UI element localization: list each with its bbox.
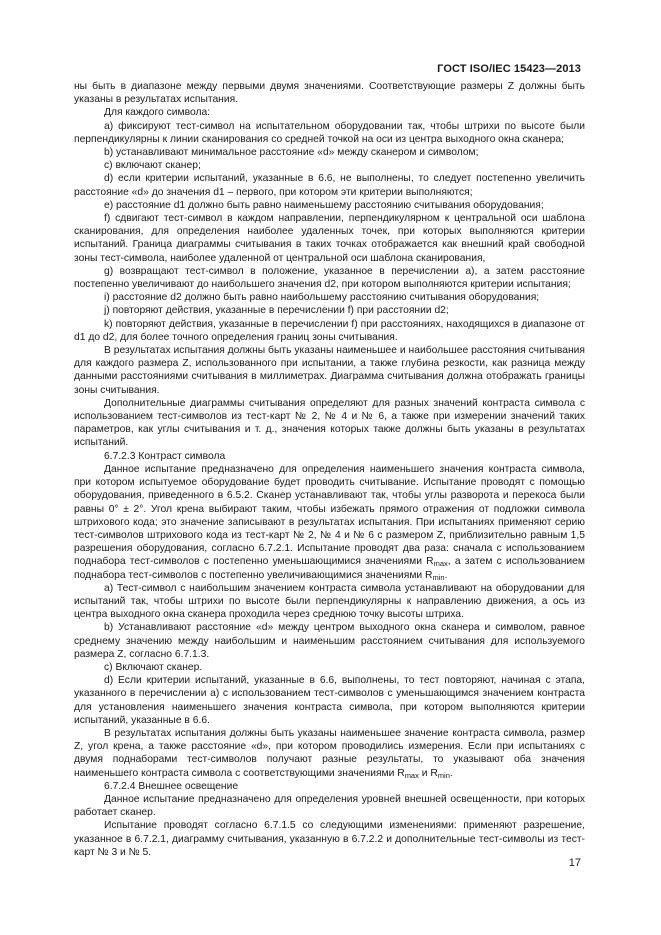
paragraph-text: Данное испытание предназначено для определения наименьшего значения контраста символа, при котором испытуемое оборудование будет проводить считывание. Испытание проводят с помощью оборудования, приведенного в 6.5.2. Сканер устанавливают так, чтобы углы разворота и перекоса были равны 0° ± 2°. Угол крена выбирают таким, чтобы избежать прямого отражения от подложки символа штрихового кода; это значение записывают в результатах испытания. При испытаниях применяют серию тест-символов штрихового кода из тест-карт № 2, № 4 и № 6 с размером Z, приблизительно равным 1,5 разрешения оборудования, согласно 6.7.2.1. Испытание проводят два раза: сначала с использованием поднабора тест-символов с постепенно уменьшающимися значениями R [74,463,585,568]
subscript: min [437,770,450,780]
list-item: j) повторяют действия, указанные в перечислении f) при расстоянии d2; [104,305,449,317]
paragraph: Испытание проводят согласно 6.7.1.5 со следующими изменениями: применяют разрешение, указанное в 6.7.2.1, диаграмму считывания, указанную в 6.7.2.2 и дополнительные тест-символы из тест-карт № 3 и № 5. [74,820,585,858]
list-item: d) Если критерии испытаний, указанные в 6.6, выполнены, то тест повторяют, начиная с этапа, указанного в перечислении a) с использованием тест-символов с уменьшающимся значением контраста для установления наименьшего значения контраста символа, при котором выполняются критерии испытаний, указанные в 6.6. [74,675,585,726]
paragraph [74,727,585,780]
list-item: a) Тест-символ с наибольшим значением контраста символа устанавливают на оборудовании для испытаний так, чтобы штрихи по высоте были перпендикулярны к направлению движения, а ось из центра выходного окна сканера проходила через среднюю точку высоты штриха. [74,582,585,621]
section-heading: 6.7.2.3 Контраст символа [104,450,226,462]
list-item: g) возвращают тест-символ в положение, указанное в перечислении a), а затем расстояние постепенно увеличивают до наибольшего значения d2, при котором выполняются критерии испытания; [74,265,585,291]
list-item: c) включают сканер; [104,160,201,172]
list-item: f) сдвигают тест-символ в каждом направлении, перпендикулярном к центральной оси шаблона сканирования, для определения наиболее удаленных точек, при которых выполняются критерии испытаний. Граница диаграммы считывания в таких точках отображается как внешний край свободной зоны тест-символа, наиболее удаленной от центральной оси шаблона сканирования, [74,213,585,264]
body-text [74,80,585,859]
list-item: k) повторяют действия, указанные в перечислении f) при расстояниях, находящихся в диапазоне от d1 до d2, для более точного определения границ зоны считывания. [74,318,585,343]
list-item: d) если критерии испытаний, указанные в 6.6, не выполнены, то следует постепенно увеличить расстояние «d» до значения d1 – первого, при котором эти критерии выполняются; [74,173,585,198]
subscript: min [432,572,445,582]
paragraph-text: . [444,569,448,581]
standard-header: ГОСТ ISO/IEC 15423—2013 [437,63,581,75]
list-item: i) расстояние d2 должно быть равно наибольшему расстоянию считывания оборудования; [104,292,540,304]
paragraph: Для каждого символа: [104,107,211,119]
paragraph-text: , а затем с использованием поднабора тест-символов с постепенно увеличивающимися значениями R [74,556,585,581]
list-item: b) устанавливают минимальное расстояние «d» между сканером и символом; [104,147,479,159]
list-item: e) расстояние d1 должно быть равно наименьшему расстоянию считывания оборудования; [104,199,544,211]
paragraph-text: В результатах испытания должны быть указаны наименьшее значение контраста символа, размер Z, угол крена, а также расстояние «d», при котором проводились измерения. Если при испытаниях с двумя поднаборами тест-символов получают разные результаты, то указывают оба значения наименьшего контраста символа с соответствующими значениями R [74,727,585,779]
paragraph: Дополнительные диаграммы считывания определяют для разных значений контраста символа с использованием тест-символов из тест-карт № 2, № 4 и № 6, а также при измерении значений таких параметров, как углы считывания и т. д., значения которых также должны быть указаны в результатах испытаний. [74,397,585,449]
paragraph-text: . [449,767,453,779]
paragraph [74,463,585,582]
list-item: a) фиксируют тест-символ на испытательном оборудовании так, чтобы штрихи по высоте были перпендикулярны к линии сканирования со средней точкой на оси из центра выходного окна сканера; [74,120,585,145]
page-number: 17 [568,857,581,869]
paragraph: ны быть в диапазоне между первыми двумя значениями. Соответствующие размеры Z должны быть указаны в результатах испытания. [74,81,585,106]
list-item: c) Включают сканер. [104,661,203,673]
section-heading: 6.7.2.4 Внешнее освещение [104,780,239,792]
list-item: b) Устанавливают расстояние «d» между центром выходного окна сканера и символом, равное среднему значению между наибольшим и наименьшим расстоянием считывания для используемого размера Z, согласно 6.7.1.3. [74,622,585,660]
paragraph: В результатах испытания должны быть указаны наименьшее и наибольшее расстояния считывания для каждого размера Z, использованного при испытании, а также глубина резкости, как разница между данными расстояниями считывания в миллиметрах. Диаграмма считывания должна отображать границы зоны считывания. [74,345,585,396]
paragraph: Данное испытание предназначено для определения уровней внешней освещенности, при которых работает сканер. [74,793,585,819]
subscript: max [404,770,419,780]
paragraph-text: и R [418,767,438,779]
subscript: max [433,559,448,569]
